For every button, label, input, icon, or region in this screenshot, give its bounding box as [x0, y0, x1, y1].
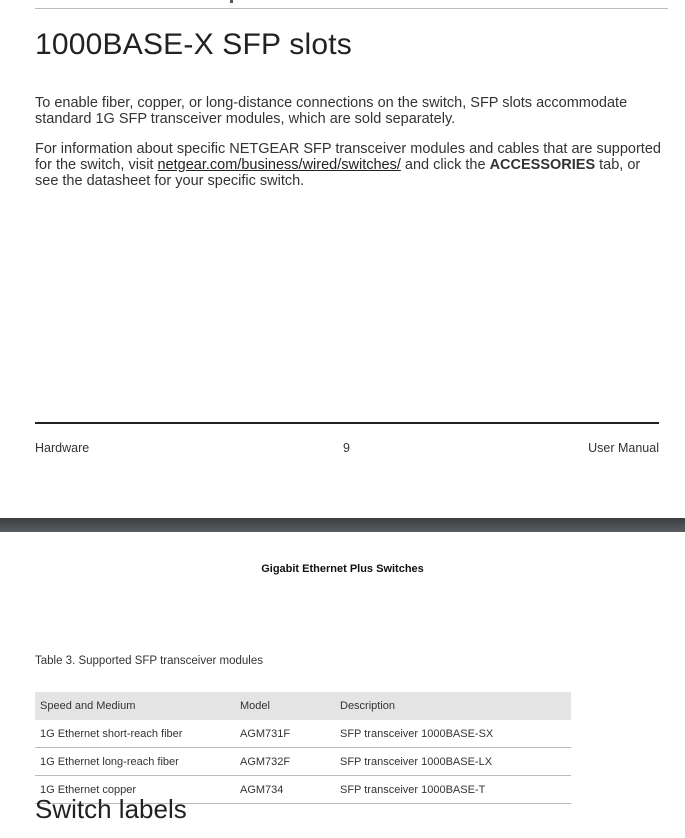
cell: AGM731F — [235, 720, 335, 748]
running-header: Gigabit Ethernet Plus Switches — [261, 563, 424, 575]
clipped-header-text — [230, 0, 233, 3]
paragraph-info — [35, 141, 665, 189]
cell: 1G Ethernet copper — [35, 776, 235, 804]
cell: 1G Ethernet long-reach fiber — [35, 748, 235, 776]
table-header-row — [35, 692, 571, 720]
page-separator — [0, 518, 685, 532]
column-header: Speed and Medium — [35, 692, 235, 720]
column-header: Description — [335, 692, 571, 720]
cell: SFP transceiver 1000BASE-T — [335, 776, 571, 804]
accessories-bold: ACCESSORIES — [489, 157, 596, 173]
cell: 1G Ethernet short-reach fiber — [35, 720, 235, 748]
header-rule — [35, 8, 668, 9]
next-section-heading: Switch labels — [35, 794, 187, 824]
footer-left: Hardware — [35, 441, 90, 455]
para-text: tab, or see the datasheet for your specific switch. — [35, 157, 641, 189]
page-number: 9 — [343, 441, 350, 455]
sfp-modules-table — [35, 692, 571, 804]
netgear-link[interactable]: netgear.com/business/wired/switches/ — [157, 157, 401, 173]
cell: AGM732F — [235, 748, 335, 776]
column-header: Model — [235, 692, 335, 720]
cell: SFP transceiver 1000BASE-SX — [335, 720, 571, 748]
table-row — [35, 748, 571, 776]
table-caption: Table 3. Supported SFP transceiver modules — [35, 655, 263, 667]
cell: SFP transceiver 1000BASE-LX — [335, 748, 571, 776]
section-title: 1000BASE-X SFP slots — [35, 28, 352, 61]
paragraph-intro: To enable fiber, copper, or long-distance connections on the switch, SFP slots accommodate standard 1G SFP transceiver modules, which are sold separately. — [35, 95, 628, 127]
para-text: and click the — [400, 157, 490, 173]
document-page-10 — [0, 532, 685, 838]
cell: AGM734 — [235, 776, 335, 804]
para-text: For information about specific NETGEAR SFP transceiver modules and cables that are supported for the switch, visit — [35, 141, 661, 173]
table-row — [35, 720, 571, 748]
footer-rule — [35, 422, 659, 424]
footer-right: User Manual — [588, 441, 659, 455]
